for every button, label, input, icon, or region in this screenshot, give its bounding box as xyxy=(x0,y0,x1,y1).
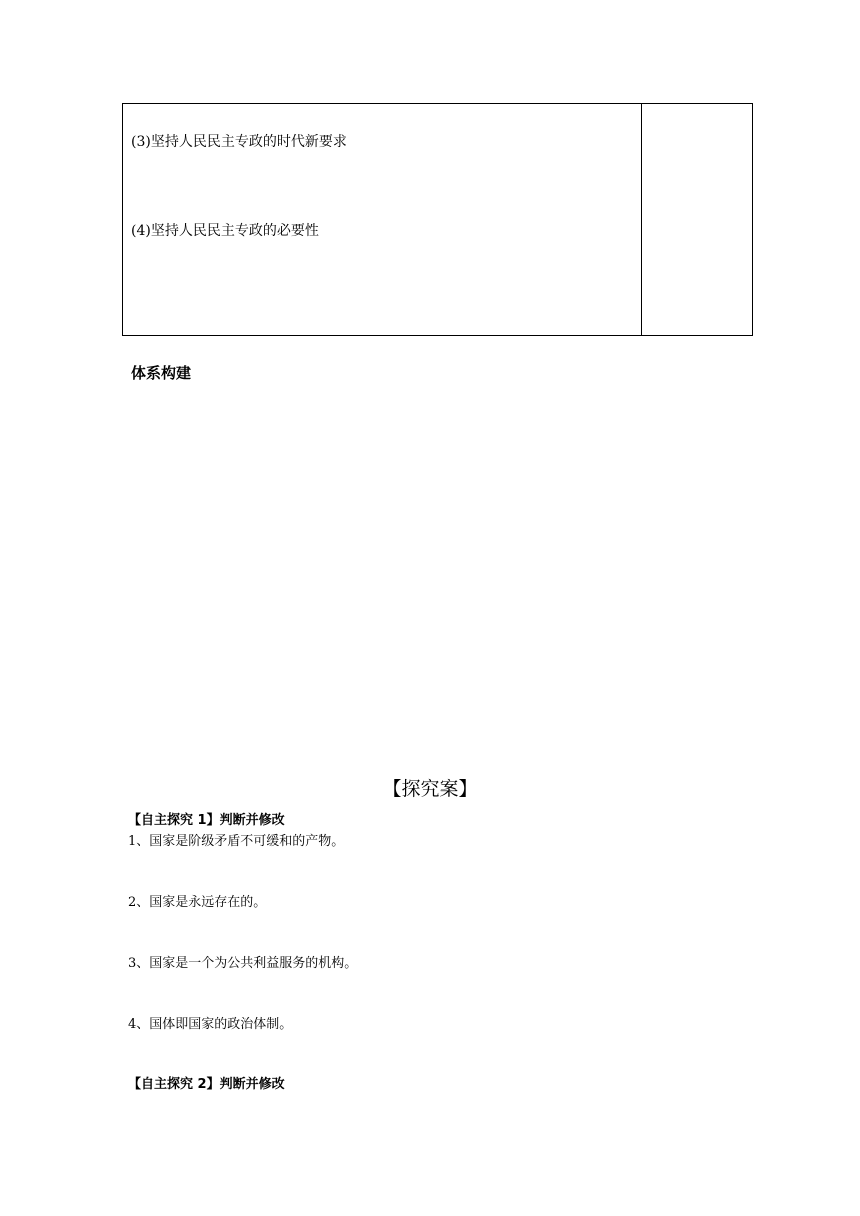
notes-table xyxy=(122,103,753,336)
section-heading-system-build: 体系构建 xyxy=(131,364,192,382)
task1-item-2: 2、国家是永远存在的。 xyxy=(128,895,267,910)
task1-heading: 【自主探究 1】判断并修改 xyxy=(128,813,285,828)
table-right-cell xyxy=(642,104,752,335)
table-line-3: (3)坚持人民民主专政的时代新要求 xyxy=(131,134,347,150)
inquiry-title: 【探究案】 xyxy=(382,778,478,800)
task1-item-4: 4、国体即国家的政治体制。 xyxy=(128,1017,293,1032)
table-line-4: (4)坚持人民民主专政的必要性 xyxy=(131,223,319,239)
table-left-cell xyxy=(123,104,641,335)
task1-item-3: 3、国家是一个为公共利益服务的机构。 xyxy=(128,956,358,971)
task1-item-1: 1、国家是阶级矛盾不可缓和的产物。 xyxy=(128,834,345,849)
task2-heading: 【自主探究 2】判断并修改 xyxy=(128,1077,285,1092)
